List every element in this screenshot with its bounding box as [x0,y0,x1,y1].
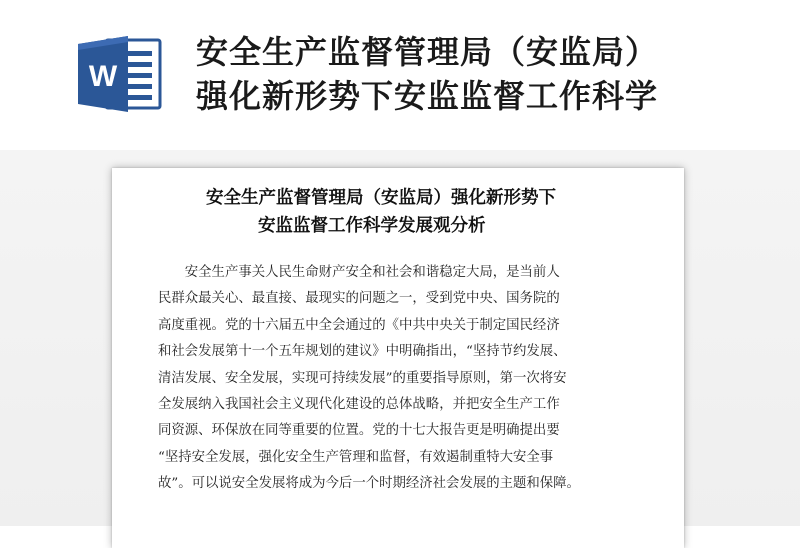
body-line: 全发展纳入我国社会主义现代化建设的总体战略，并把安全生产工作 [158,397,560,413]
body-line: 民群众最关心、最直接、最现实的问题之一，受到党中央、国务院的 [158,291,560,307]
word-document-icon [76,34,164,114]
body-line: “坚持安全发展，强化安全生产管理和监督，有效遏制重特大安全事 [158,449,554,465]
word-icon-letter: W [88,60,118,93]
body-line: 清洁发展、安全发展，实现可持续发展”的重要指导原则，第一次将安 [158,370,567,386]
document-body [158,260,658,498]
body-line: 和社会发展第十一个五年规划的建议》中明确指出，“坚持节约发展、 [158,344,567,360]
body-line: 故”。可以说安全发展将成为今后一个时期经济社会发展的主题和保障。 [158,476,580,492]
document-title-line-2: 安监监督工作科学发展观分析 [258,216,486,236]
body-line: 安全生产事关人民生命财产安全和社会和谐稳定大局，是当前人 [158,265,560,280]
header-title-line-2: 强化新形势下安监监督工作科学 [196,77,659,115]
header-banner [0,0,800,150]
body-line: 同资源、环保放在同等重要的位置。党的十七大报告更是明确提出要 [158,423,560,439]
document-title-line-1: 安全生产监督管理局（安监局）强化新形势下 [206,188,556,208]
document-page [112,168,684,548]
header-title [196,30,786,118]
header-title-line-1: 安全生产监督管理局（安监局） [196,33,659,71]
body-line: 高度重视。党的十六届五中全会通过的《中共中央关于制定国民经济 [158,317,560,333]
